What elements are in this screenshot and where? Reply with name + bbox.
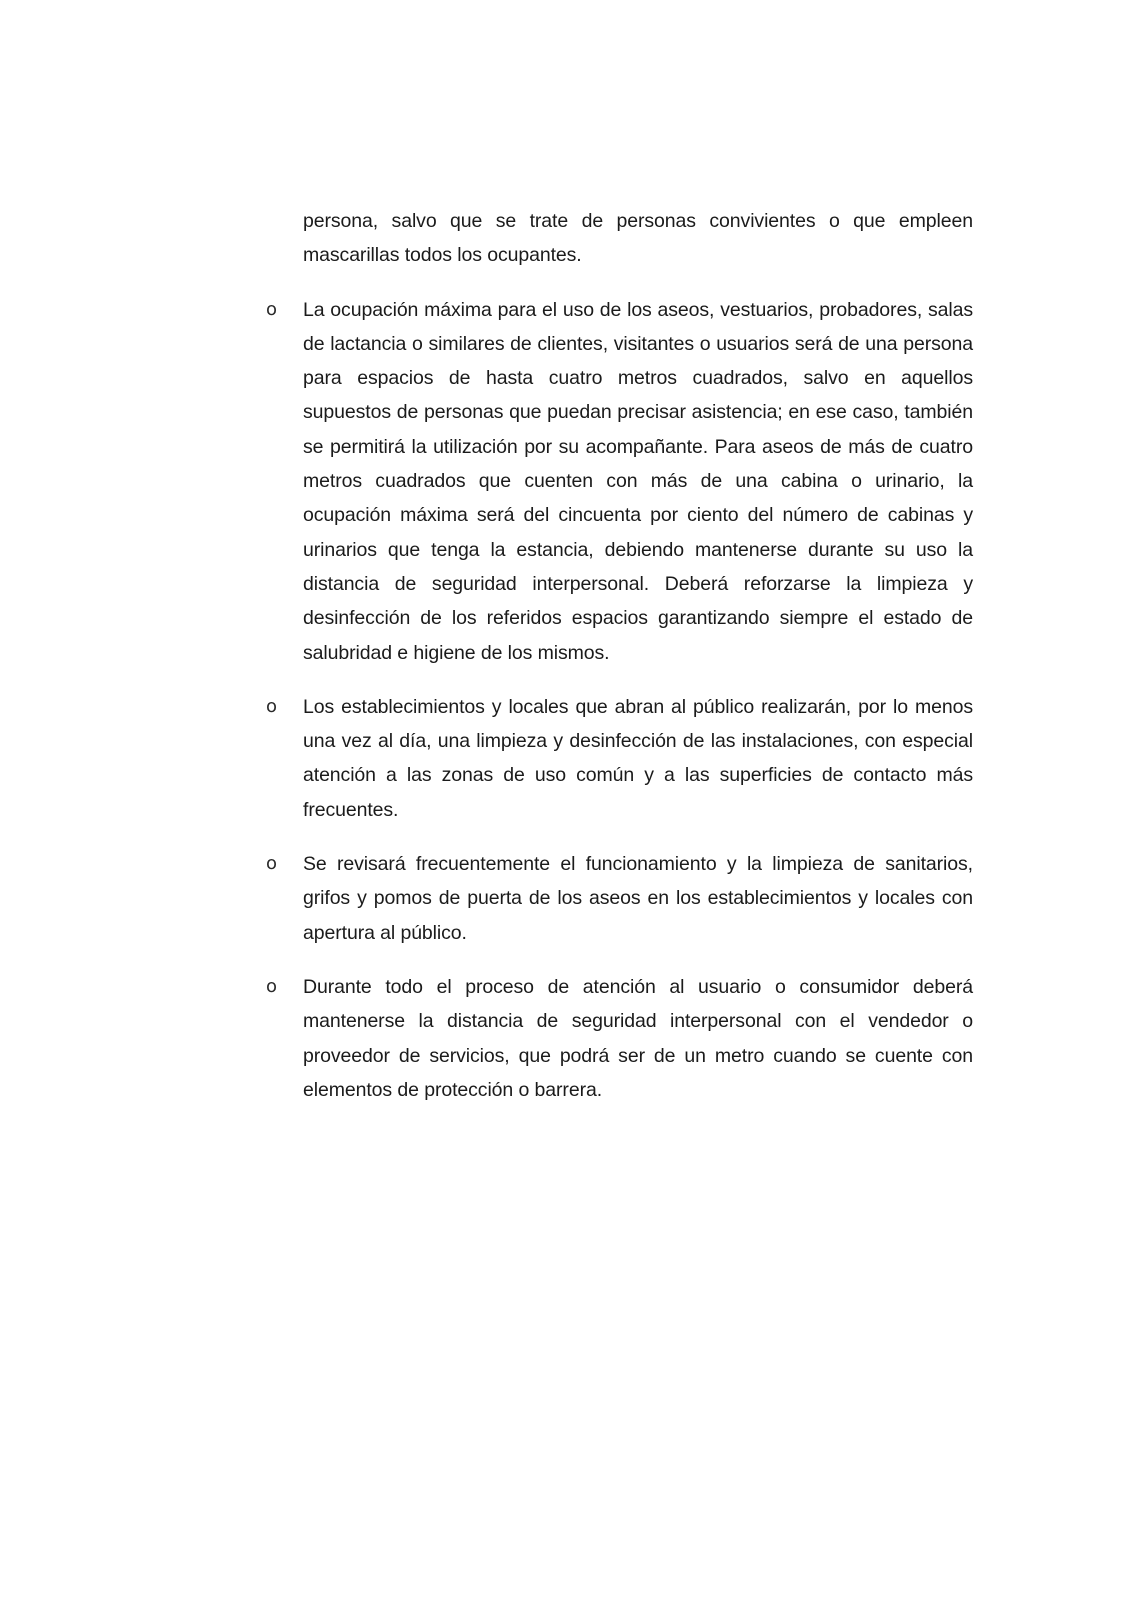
bullet-list	[266, 293, 973, 1108]
document-body	[266, 204, 973, 1107]
list-item-text: La ocupación máxima para el uso de los aseos, vestuarios, probadores, salas de lactancia o similares de clientes, visitantes o usuarios será de una persona para espacios de hasta cuatro metros cuadrados, salvo en aquellos supuestos de personas que puedan precisar asistencia; en ese caso, también se permitirá la utilización por su acompañante. Para aseos de más de cuatro metros cuadrados que cuenten con más de una cabina o urinario, la ocupación máxima será del cincuenta por ciento del número de cabinas y urinarios que tenga la estancia, debiendo mantenerse durante su uso la distancia de seguridad interpersonal. Deberá reforzarse la limpieza y desinfección de los referidos espacios garantizando siempre el estado de salubridad e higiene de los mismos.	[303, 298, 973, 664]
list-item	[266, 970, 973, 1107]
bullet-icon: o	[266, 695, 278, 717]
list-item	[266, 847, 973, 950]
bullet-icon: o	[266, 298, 278, 320]
bullet-icon: o	[266, 853, 278, 875]
list-item-text: Se revisará frecuentemente el funcionamiento y la limpieza de sanitarios, grifos y pomos de puerta de los aseos en los establecimientos y locales con apertura al público.	[303, 853, 973, 944]
list-item	[266, 690, 973, 827]
list-item-text: Durante todo el proceso de atención al usuario o consumidor deberá mantenerse la distancia de seguridad interpersonal con el vendedor o proveedor de servicios, que podrá ser de un metro cuando se cuente con elementos de protección o barrera.	[303, 975, 973, 1101]
bullet-icon: o	[266, 975, 278, 997]
list-item-text: Los establecimientos y locales que abran al público realizarán, por lo menos una vez al día, una limpieza y desinfección de las instalaciones, con especial atención a las zonas de uso común y a las superficies de contacto más frecuentes.	[303, 695, 973, 821]
list-item	[266, 293, 973, 670]
continuation-paragraph: persona, salvo que se trate de personas convivientes o que empleen mascarillas todos los ocupantes.	[303, 210, 973, 267]
